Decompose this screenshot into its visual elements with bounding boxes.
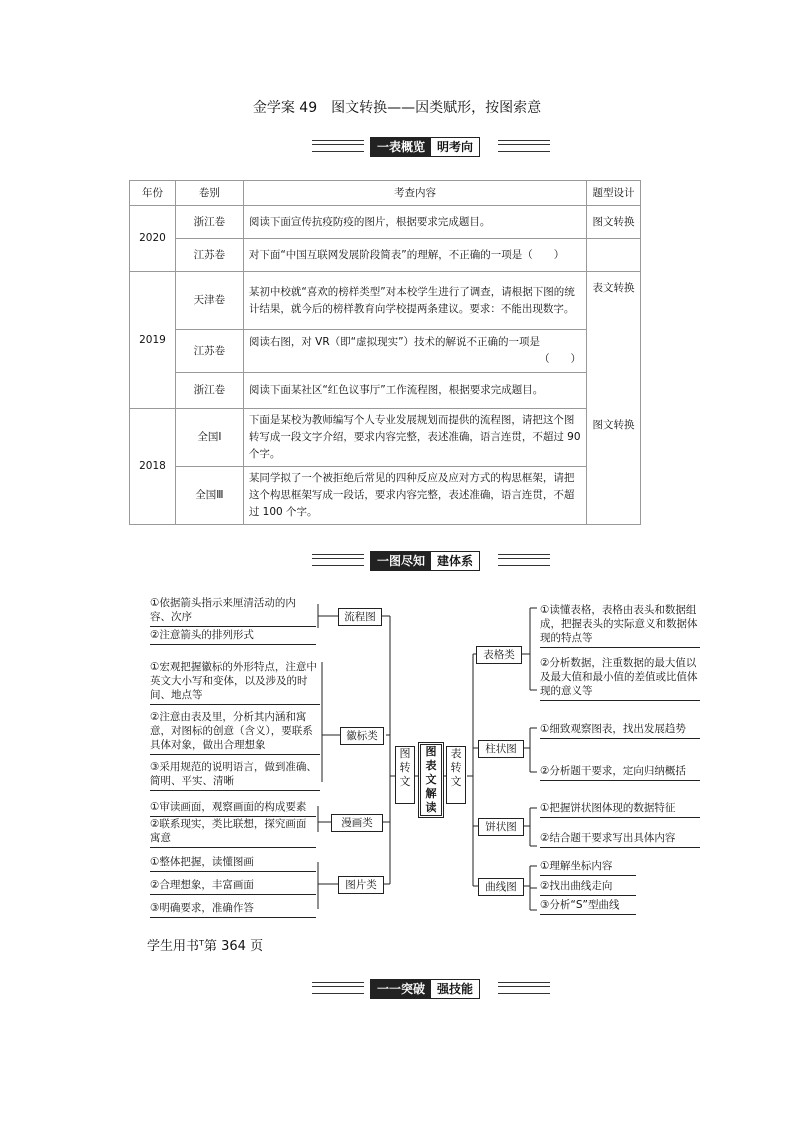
node-bar: 柱状图 xyxy=(478,740,524,758)
node-cartoon: 漫画类 xyxy=(331,814,383,832)
node-center: 图表文解读 xyxy=(418,742,444,818)
paper-cell: 天津卷 xyxy=(175,272,243,330)
list-item: ②注意由表及里，分析其内涵和寓意，对图标的创意（含义），要联系具体对象，做出合理想象 xyxy=(150,710,320,755)
banner-dark-label: 一图尽知 xyxy=(371,552,431,570)
list-item: ③明确要求，准确作答 xyxy=(150,901,316,918)
list-item: ①依据箭头指示来厘清活动的内容、次序 xyxy=(150,596,316,627)
paper-cell: 江苏卷 xyxy=(175,239,243,272)
node-flowchart: 流程图 xyxy=(338,608,382,626)
header-year: 年份 xyxy=(130,181,176,206)
header-paper: 卷别 xyxy=(175,181,243,206)
list-item: ②联系现实，类比联想，探究画面寓意 xyxy=(150,817,316,848)
node-image-to-text: 图转文 xyxy=(395,746,415,804)
banner-dark-label: 一一突破 xyxy=(371,980,431,998)
list-item: ①把握饼状图体现的数据特征 xyxy=(540,801,700,818)
banner-dark-label: 一表概览 xyxy=(371,138,431,156)
list-item: ①读懂表格，表格由表头和数据组成，把握表头的实际意义和数据体现的特点等 xyxy=(540,603,700,648)
banner-light-label: 建体系 xyxy=(437,554,474,568)
list-item: ①理解坐标内容 xyxy=(540,859,636,876)
type-cell-bottom: 图文转换 xyxy=(592,419,635,431)
list-item: ①整体把握，读懂图画 xyxy=(150,855,316,872)
banner-rule-left xyxy=(312,982,364,994)
node-pie: 饼状图 xyxy=(478,818,524,836)
list-item: ①宏观把握徽标的外形特点，注意中英文大小写和变体，以及涉及的时间、地点等 xyxy=(150,660,320,705)
content-cell: 某初中校就“喜欢的榜样类型”对本校学生进行了调查，请根据下图的统计结果，就今后的榜样教育向学校提两条建议。要求：不能出现数字。 xyxy=(243,272,586,330)
list-item: ①细致观察图表，找出发展趋势 xyxy=(540,722,700,739)
list-item: ②结合题干要求写出具体内容 xyxy=(540,831,700,848)
content-cell: 某同学拟了一个被拒绝后常见的四种反应及应对方式的构思框架，请把这个构思框架写成一段话，要求内容完整，表述准确，语言连贯，不超过 100 个字。 xyxy=(243,467,586,525)
paper-cell: 全国Ⅰ xyxy=(175,409,243,467)
content-cell: 下面是某校为教师编写个人专业发展规划而提供的流程图，请把这个图转写成一段文字介绍，要求内容完整，表述准确，语言连贯，不超过 90 个字。 xyxy=(243,409,586,467)
content-cell: 阅读下面某社区“红色议事厅”工作流程图，根据要求完成题目。 xyxy=(243,373,586,409)
year-cell: 2019 xyxy=(130,272,176,409)
paper-cell: 浙江卷 xyxy=(175,206,243,239)
page-title: 金学案 49 图文转换——因类赋形，按图索意 xyxy=(252,100,542,116)
page-reference: 学生用书ᵀ第 364 页 xyxy=(147,939,264,954)
content-cell: 阅读下面宣传抗疫防疫的图片，根据要求完成题目。 xyxy=(243,206,586,239)
paper-cell: 浙江卷 xyxy=(175,373,243,409)
banner-box xyxy=(370,979,480,999)
year-cell: 2020 xyxy=(130,206,176,272)
header-type: 题型设计 xyxy=(587,181,641,206)
content-text: 阅读右图，对 VR（即“虚拟现实”）技术的解说不正确的一项是 xyxy=(248,336,541,348)
type-cell: 图文转换 xyxy=(587,206,641,239)
node-picture: 图片类 xyxy=(338,876,384,894)
year-cell: 2018 xyxy=(130,409,176,525)
paper-cell: 全国Ⅲ xyxy=(175,467,243,525)
list-item: ③分析“S”型曲线 xyxy=(540,898,636,915)
list-item: ②分析题干要求，定向归纳概括 xyxy=(540,764,700,781)
list-item: ③采用规范的说明语言，做到准确、简明、平实、清晰 xyxy=(150,760,320,791)
list-item: ①审读画面，观察画面的构成要素 xyxy=(150,800,316,817)
list-item: ②合理想象，丰富画面 xyxy=(150,878,316,895)
banner-light-label: 强技能 xyxy=(437,982,474,996)
list-item: ②找出曲线走向 xyxy=(540,879,636,896)
banner-rule-right xyxy=(498,982,550,994)
header-content: 考查内容 xyxy=(243,181,586,206)
section-banner-skills xyxy=(0,979,794,1001)
content-cell: 对下面“中国互联网发展阶段简表”的理解，不正确的一项是（ ） xyxy=(243,239,586,272)
node-curve: 曲线图 xyxy=(478,878,524,896)
answer-bracket: （ ） xyxy=(539,353,582,365)
node-table: 表格类 xyxy=(476,646,522,664)
node-table-to-text: 表转文 xyxy=(446,746,466,804)
paper-cell: 江苏卷 xyxy=(175,330,243,373)
node-emblem: 徽标类 xyxy=(340,727,384,745)
list-item: ②注意箭头的排列形式 xyxy=(150,628,316,645)
banner-light-label: 明考向 xyxy=(437,140,474,154)
type-cell-top: 表文转换 xyxy=(592,282,635,294)
list-item: ②分析数据，注重数据的最大值以及最大值和最小值的差值或比值体现的意义等 xyxy=(540,656,700,701)
